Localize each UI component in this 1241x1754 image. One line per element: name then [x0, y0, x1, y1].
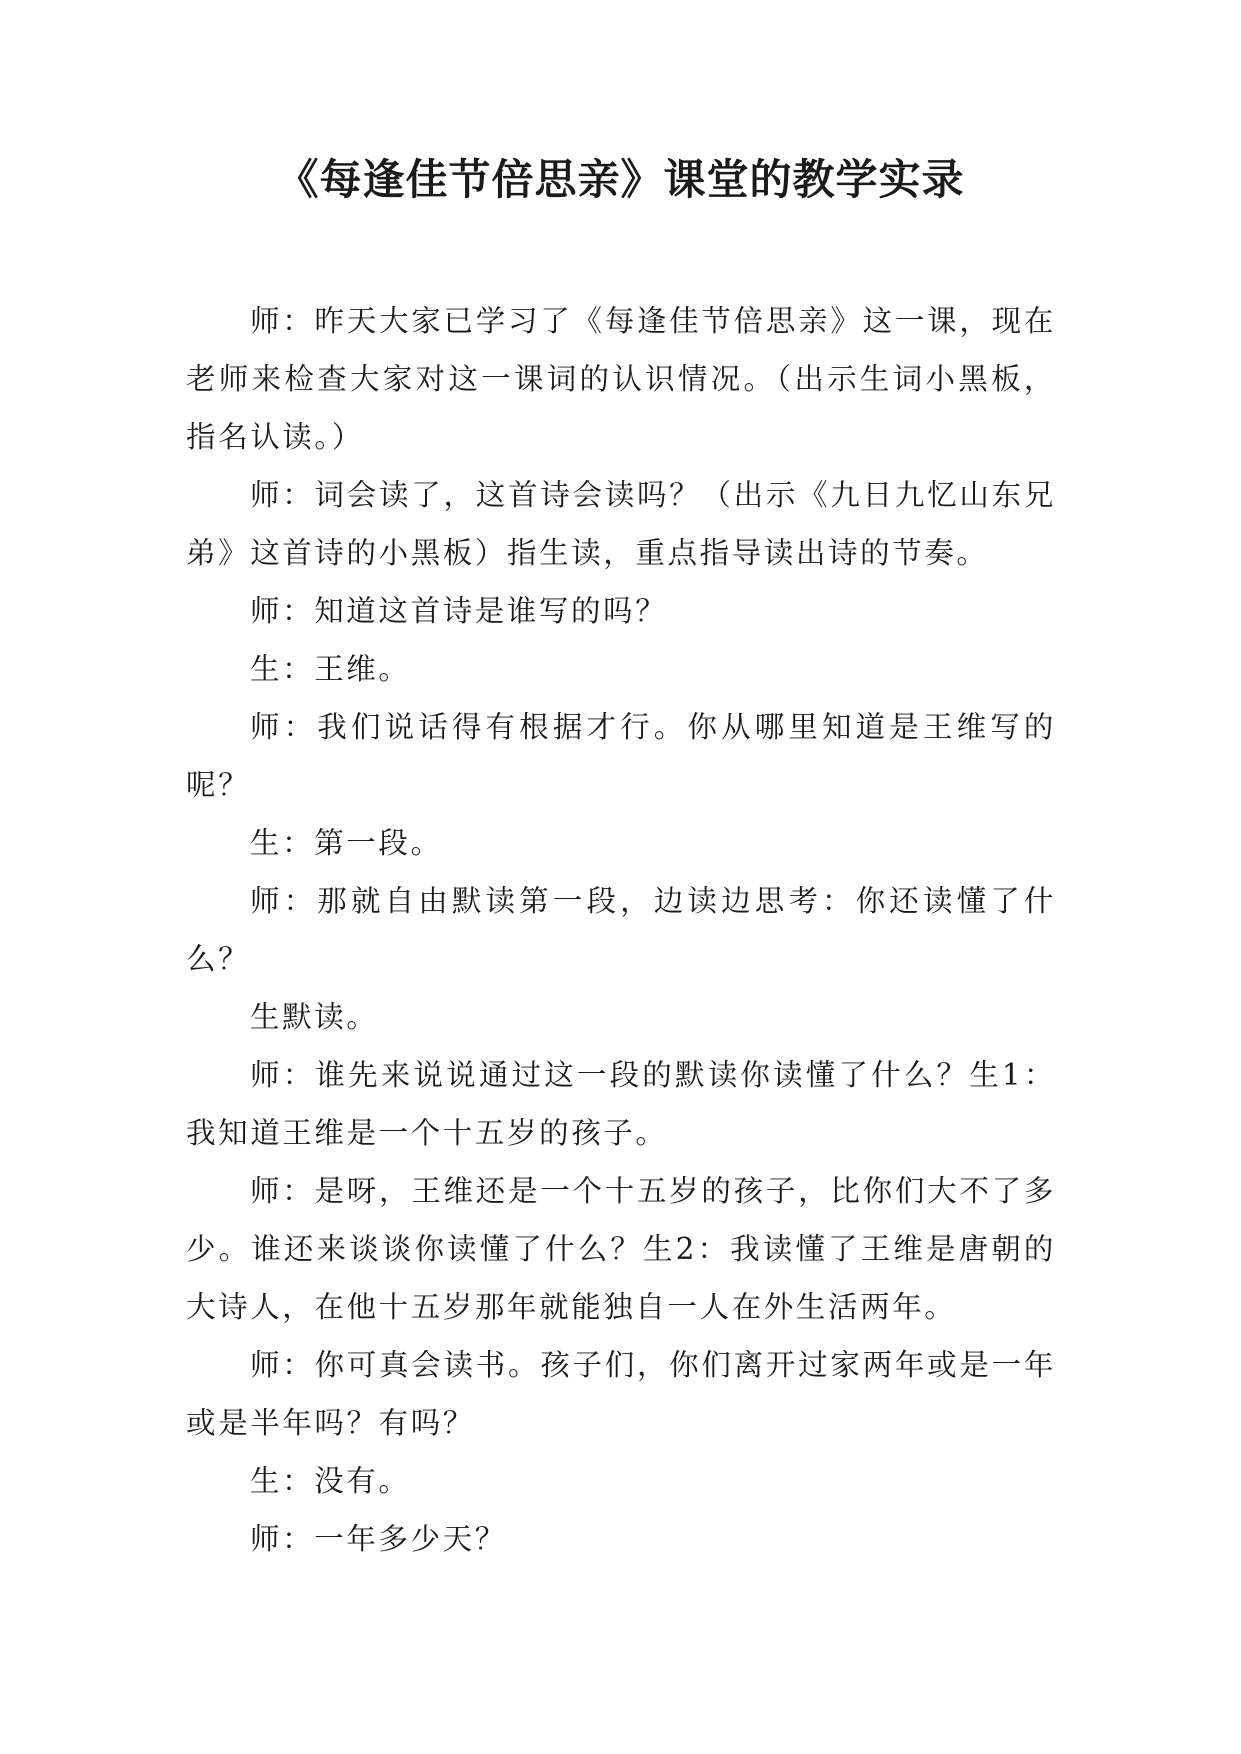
- paragraph: 生：第一段。: [250, 826, 443, 860]
- paragraph: 生默读。: [250, 1000, 379, 1034]
- paragraph: 生：王维。: [250, 652, 411, 686]
- document-title: 《每逢佳节倍思亲》课堂的教学实录: [276, 155, 965, 204]
- paragraph: 师：知道这首诗是谁写的吗？: [250, 594, 668, 628]
- paragraph: 生：没有。: [250, 1464, 411, 1498]
- paragraph: 师：谁先来说说通过这一段的默读你读懂了什么？生1：我知道王维是一个十五岁的孩子。: [186, 1058, 1056, 1150]
- paragraph: 师：是呀，王维还是一个十五岁的孩子，比你们大不了多少。谁还来谈谈你读懂了什么？生2：我读懂了王维是唐朝的大诗人，在他十五岁那年就能独自一人在外生活两年。: [186, 1174, 1056, 1324]
- paragraph: 师：昨天大家已学习了《每逢佳节倍思亲》这一课，现在老师来检查大家对这一课词的认识情况。（出示生词小黑板，指名认读。）: [186, 304, 1056, 454]
- paragraph: 师：你可真会读书。孩子们，你们离开过家两年或是一年或是半年吗？有吗？: [186, 1348, 1056, 1440]
- paragraph: 师：词会读了，这首诗会读吗？（出示《九日九忆山东兄弟》这首诗的小黑板）指生读，重点指导读出诗的节奏。: [186, 478, 1056, 570]
- paragraph: 师：那就自由默读第一段，边读边思考：你还读懂了什么？: [186, 884, 1056, 976]
- paragraph: 师：一年多少天？: [250, 1522, 507, 1556]
- paragraph: 师：我们说话得有根据才行。你从哪里知道是王维写的呢？: [186, 710, 1056, 802]
- document-body: [186, 292, 1056, 1568]
